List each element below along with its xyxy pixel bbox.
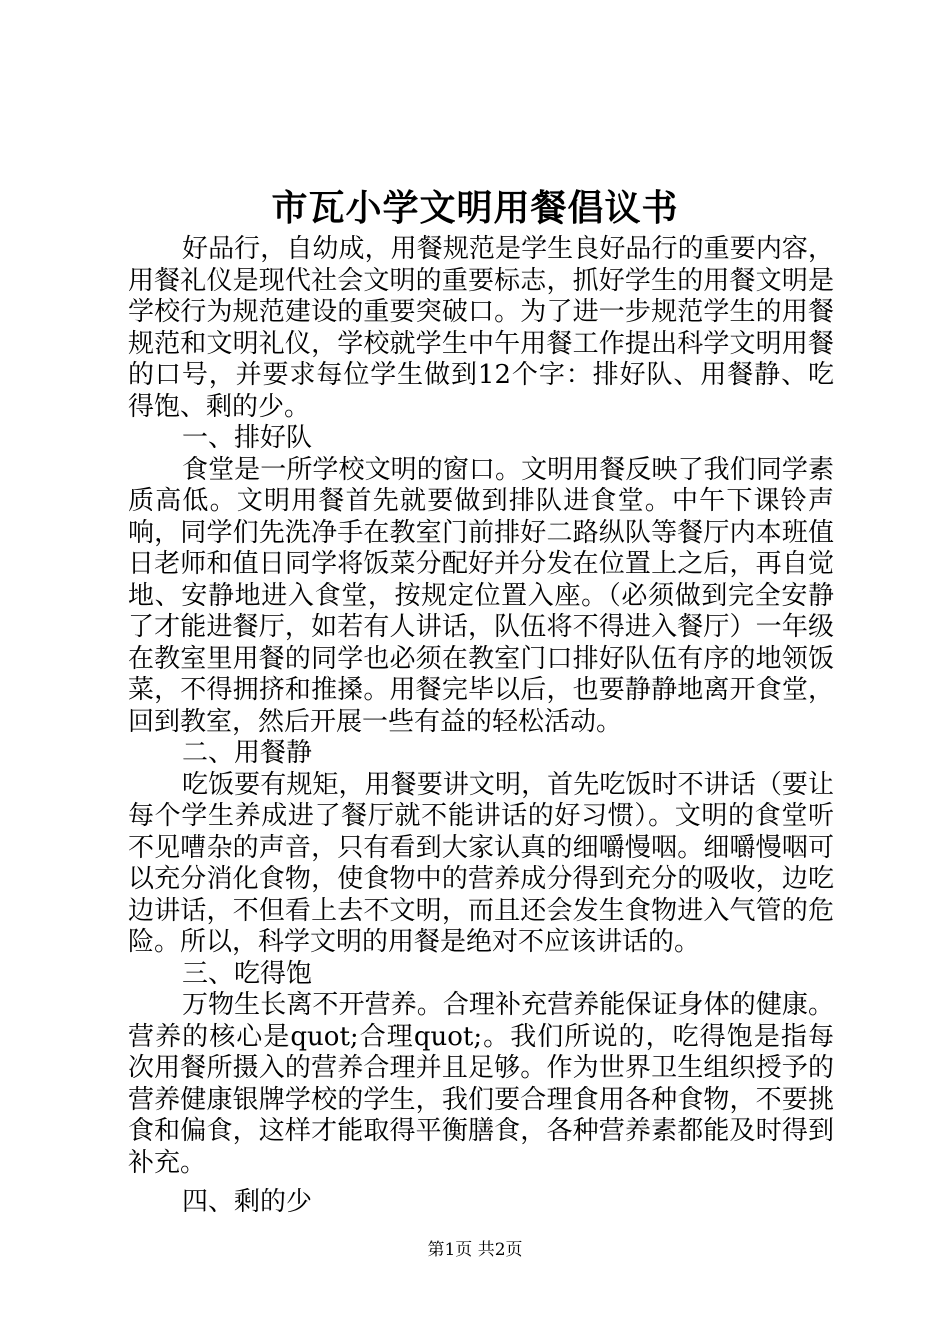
section-body-2: 吃饭要有规矩，用餐要讲文明，首先吃饭时不讲话（要让每个学生养成进了餐厅就不能讲话的好习惯）。文明的食堂听不见嘈杂的声音，只有看到大家认真的细嚼慢咽。细嚼慢咽可以充分消化食物，使食物中的营养成分得到充分的吸收，边吃边讲话，不但看上去不文明，而且还会发生食物进入气管的危险。所以，科学文明的用餐是绝对不应该讲话的。 — [128, 769, 834, 957]
section-body-1: 食堂是一所学校文明的窗口。文明用餐反映了我们同学素质高低。文明用餐首先就要做到排队进食堂。中午下课铃声响，同学们先洗净手在教室门前排好二路纵队等餐厅内本班值日老师和值日同学将饭菜分配好并分发在位置上之后，再自觉地、安静地进入食堂，按规定位置入座。（必须做到完全安静了才能进餐厅，如若有人讲话，队伍将不得进入餐厅）一年级在教室里用餐的同学也必须在教室门口排好队伍有序的地领饭菜，不得拥挤和推搡。用餐完毕以后，也要静静地离开食堂，回到教室，然后开展一些有益的轻松活动。 — [128, 454, 834, 737]
page-number-footer: 第1页 共2页 — [427, 1240, 523, 1260]
intro-paragraph: 好品行，自幼成，用餐规范是学生良好品行的重要内容，用餐礼仪是现代社会文明的重要标志，抓好学生的用餐文明是学校行为规范建设的重要突破口。为了进一步规范学生的用餐规范和文明礼仪，学校就学生中午用餐工作提出科学文明用餐的口号，并要求每位学生做到12个字：排好队、用餐静、吃得饱、剩的少。 — [128, 234, 834, 422]
section-heading-1: 一、排好队 — [182, 423, 313, 453]
section-heading-3: 三、吃得饱 — [182, 958, 313, 989]
document-body — [128, 234, 834, 1219]
section-body-3: 万物生长离不开营养。合理补充营养能保证身体的健康。营养的核心是quot;合理quot;。我们所说的，吃得饱是指每次用餐所摄入的营养合理并且足够。作为世界卫生组织授予的营养健康银牌学校的学生，我们要合理食用各种食物，不要挑食和偏食，这样才能取得平衡膳食，各种营养素都能及时得到补充。 — [128, 990, 834, 1178]
document-title: 市瓦小学文明用餐倡议书 — [271, 187, 679, 229]
section-heading-2: 二、用餐静 — [182, 738, 313, 768]
section-heading-4: 四、剩的少 — [182, 1187, 313, 1217]
